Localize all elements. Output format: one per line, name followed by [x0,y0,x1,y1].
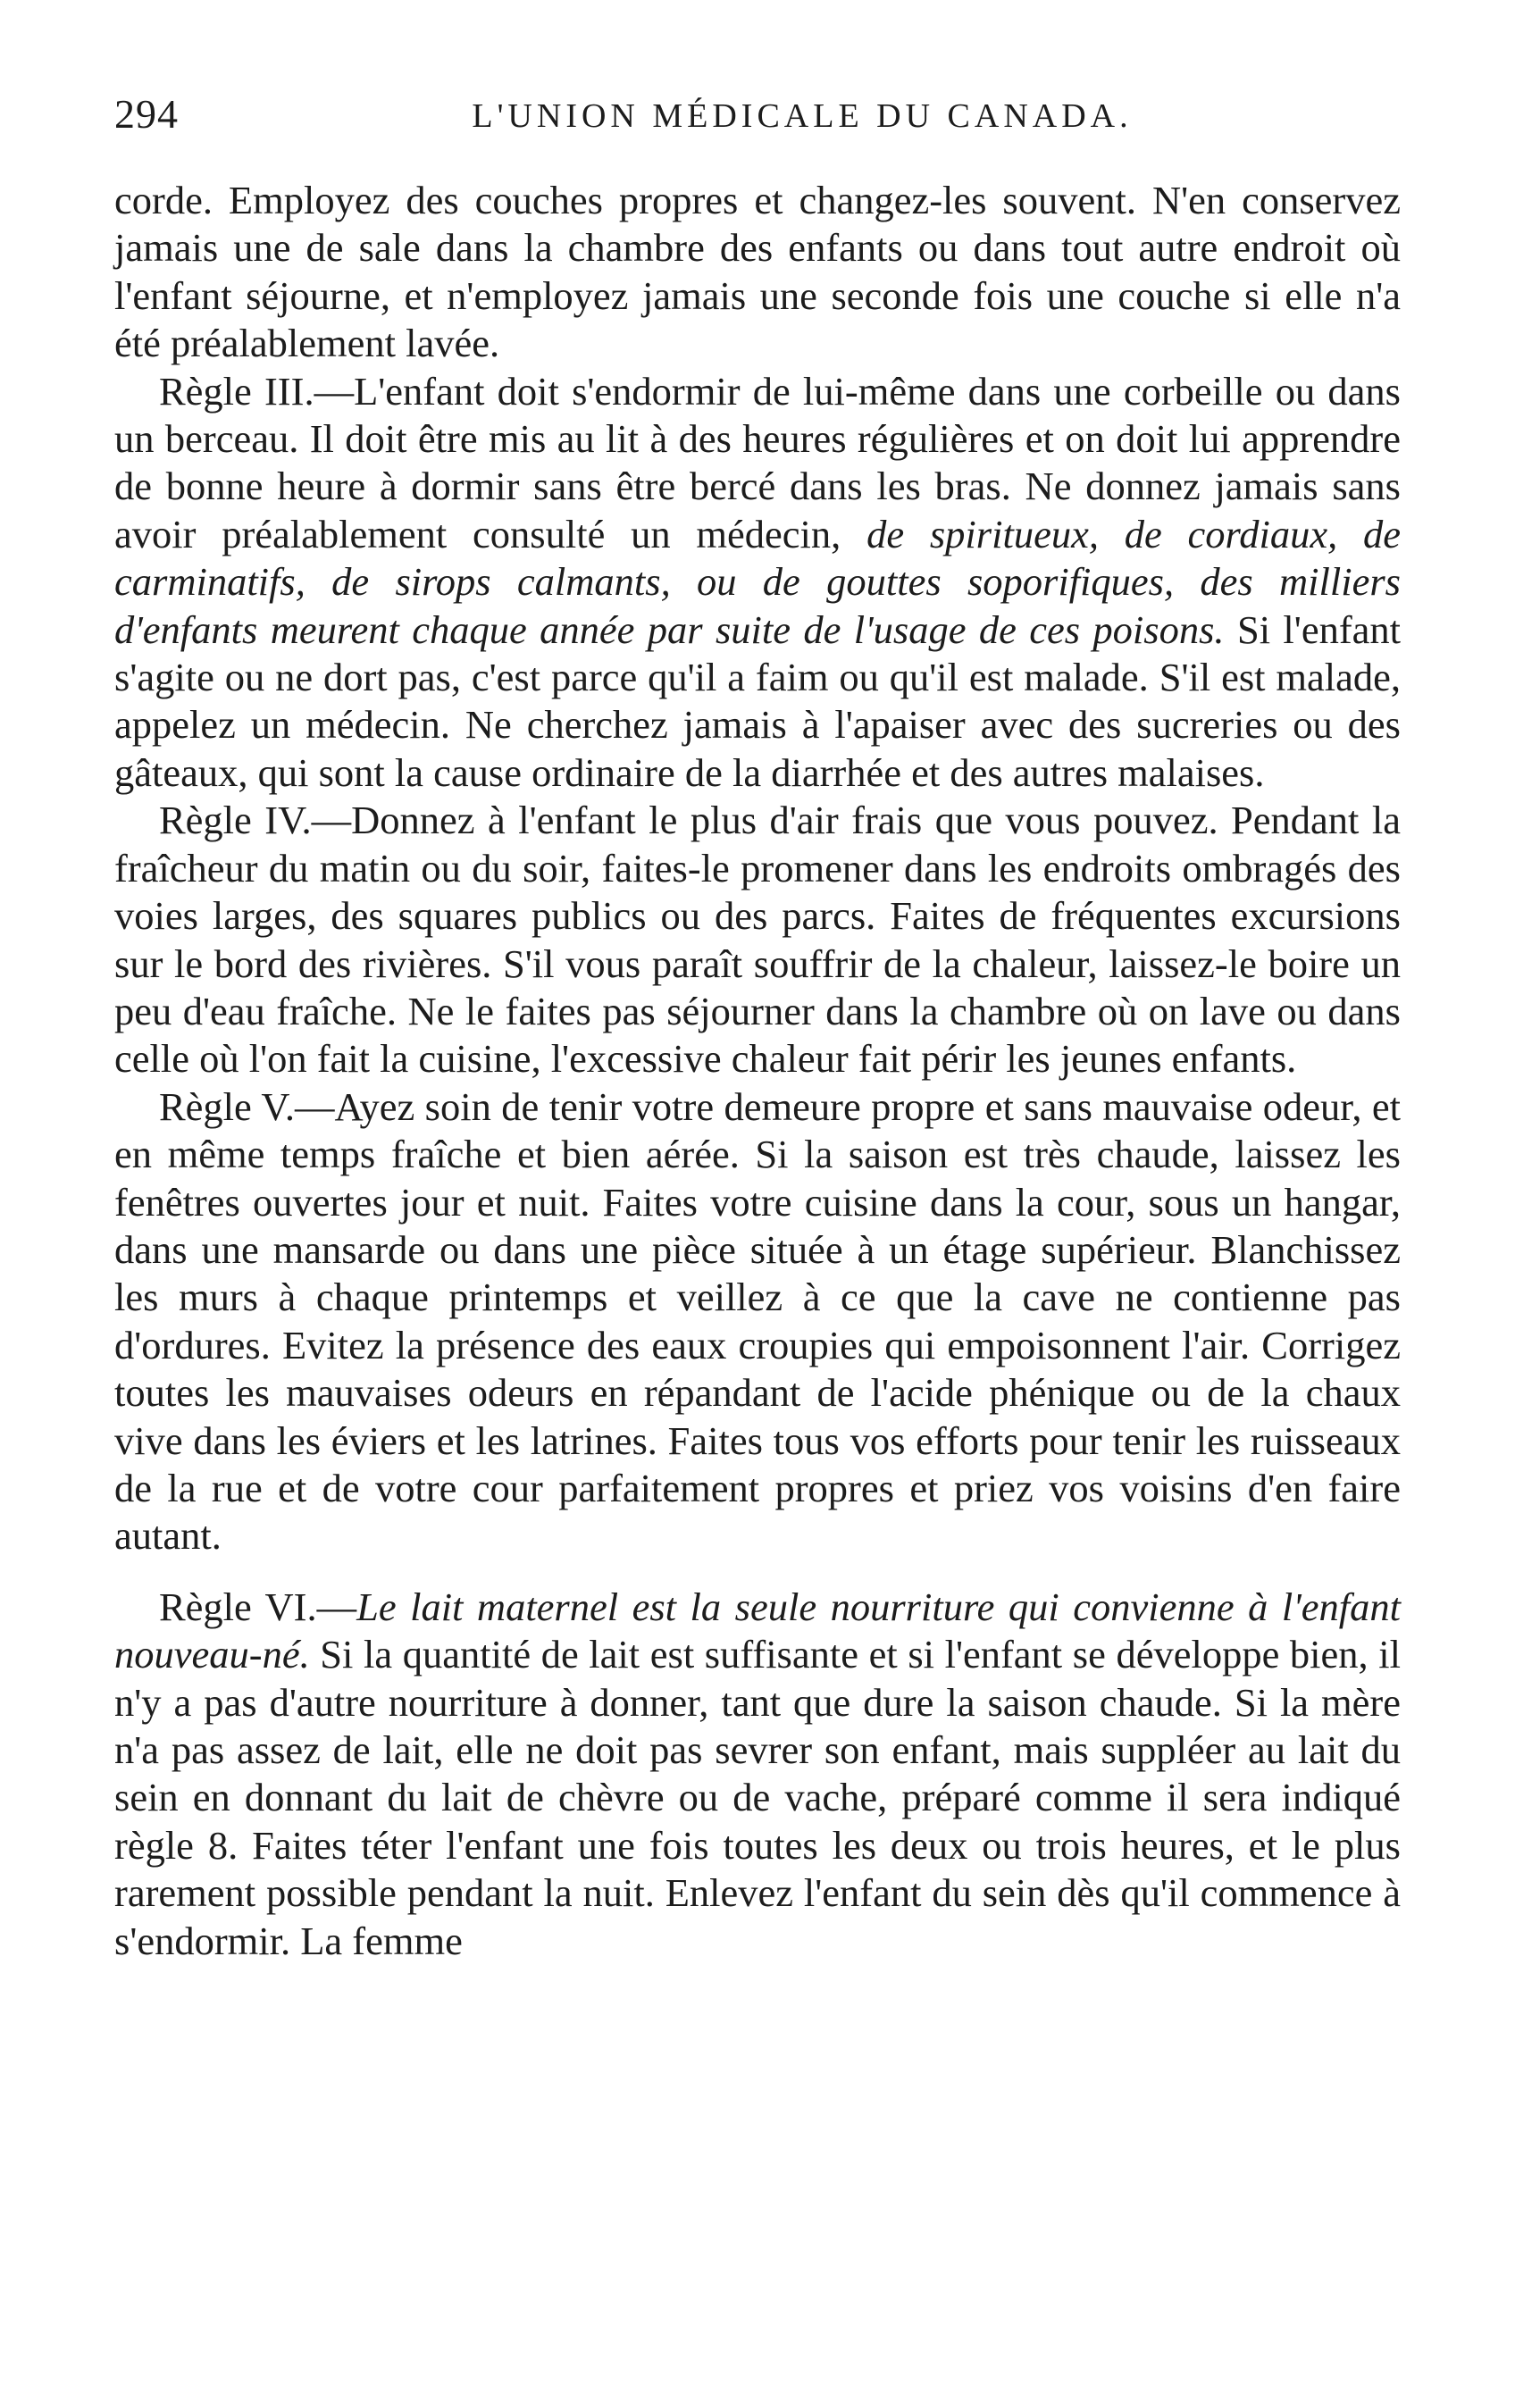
rule-label: Règle V.— [159,1083,335,1129]
paragraph-text: corde. Employez des couches propres et changez-les souvent. N'en conservez jamais une de sale dans la chambre des enfants ou dans tout autre endroit où l'enfant séjourne, et n'employez jamais une seconde fois une couche si elle n'a été préalablement lavée. [114,178,1401,366]
page-number: 294 [114,91,179,137]
italic-warning: de spiritueux, de cordiaux, de carminatifs, de sirops calmants, ou de gouttes soporifiques, des milliers d'enfants meurent chaque année par suite de l'usage de ces poisons. [114,511,1402,652]
paragraph-rule-5 [114,1083,1401,1560]
paragraph-rule-6 [114,1584,1401,1965]
paragraph-text: Ayez soin de tenir votre demeure propre et sans mauvaise odeur, et en même temps fraîche et bien aérée. Si la saison est très chaude, laissez les fenêtres ouvertes jour et nuit. Faites votre cuisine dans la cour, sous un hangar, dans une mansarde ou dans une pièce située à un étage supérieur. Blanchissez les murs à chaque printemps et veillez à ce que la cave ne contienne pas d'ordures. Evitez la présence des eaux croupies qui empoisonnent l'air. Corrigez toutes les mauvaises odeurs en répandant de l'acide phénique ou de la chaux vive dans les éviers et les latrines. Faites tous vos efforts pour tenir les ruisseaux de la rue et de votre cour parfaitement propres et priez vos voisins d'en faire autant. [114,1083,1401,1559]
paragraph-text: Si la quantité de lait est suffisante et si l'enfant se développe bien, il n'y a pas d'autre nourriture à donner, tant que dure la saison chaude. Si la mère n'a pas assez de lait, elle ne doit pas sevrer son enfant, mais suppléer au lait du sein en donnant du lait de chèvre ou de vache, préparé comme il sera indiqué règle 8. Faites téter l'enfant une fois toutes les deux ou trois heures, et le plus rarement possible pendant la nuit. Enlevez l'enfant du sein dès qu'il commence à s'endormir. La femme [114,1632,1401,1963]
body-text [114,177,1401,1965]
italic-statement: Le lait maternel est la seule nourriture qui convienne à l'enfant nouveau-né. [114,1584,1401,1677]
paragraph-rule-4 [114,797,1401,1083]
rule-label: Règle VI.— [159,1584,357,1629]
paragraph-rule-3 [114,368,1401,798]
paragraph-text: Donnez à l'enfant le plus d'air frais que vous pouvez. Pendant la fraîcheur du matin ou du soir, faites-le promener dans les endroits ombragés des voies larges, des squares publics ou des parcs. Faites de fréquentes excursions sur le bord des rivières. S'il vous paraît souffrir de la chaleur, laissez-le boire un peu d'eau fraîche. Ne le faites pas séjourner dans la chambre où on lave ou dans celle où l'on fait la cuisine, l'excessive chaleur fait périr les jeunes enfants. [114,798,1401,1082]
paragraph-text: L'enfant doit s'endormir de lui-même dans une corbeille ou dans un berceau. Il doit être mis au lit à des heures régulières et on doit lui apprendre de bonne heure à dormir sans être bercé dans les bras. Ne donnez jamais sans avoir préalablement consulté un médecin, [114,368,1401,556]
paragraph-continuation [114,177,1401,368]
paragraph-text: Si l'enfant s'agite ou ne dort pas, c'est parce qu'il a faim ou qu'il est malade. S'il est malade, appelez un médecin. Ne cherchez jamais à l'apaiser avec des sucreries ou des gâteaux, qui sont la cause ordinaire de la diarrhée et des autres malaises. [114,606,1402,795]
page-header [114,88,1436,141]
rule-label: Règle IV.— [159,798,352,843]
running-title: L'UNION MÉDICALE DU CANADA. [472,97,1133,135]
rule-label: Règle III.— [159,368,355,414]
